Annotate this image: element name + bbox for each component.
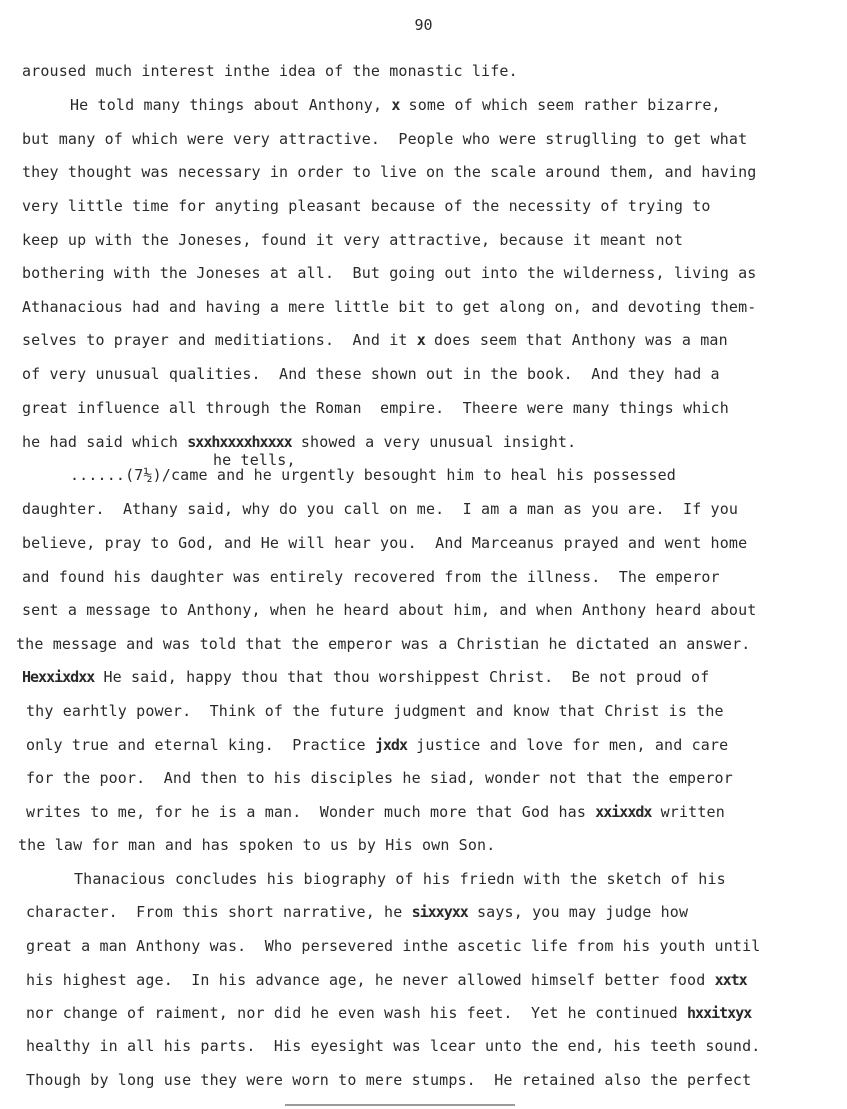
line-text: great influence all through the Roman empire. Theere were many things which [22, 399, 729, 417]
line-text: and found his daughter was entirely recovered from the illness. The emperor [22, 568, 720, 586]
line-text: aroused much interest inthe idea of the monastic life. [22, 62, 518, 80]
struck-out-text: xxtx [714, 971, 747, 989]
text-line [22, 601, 756, 619]
line-text: only true and eternal king. Practice [26, 736, 375, 754]
line-text-continued: justice and love for men, and care [407, 736, 729, 754]
text-line [22, 331, 728, 349]
text-line [70, 466, 676, 484]
text-line [22, 197, 711, 215]
struck-out-text: sixxyxx [411, 903, 468, 921]
text-line [22, 433, 576, 451]
text-line [26, 1071, 751, 1089]
text-line [22, 163, 756, 181]
text-line [26, 937, 760, 955]
line-text: healthy in all his parts. His eyesight was lcear unto the end, his teeth sound. [26, 1037, 761, 1055]
line-text-continued: written [651, 803, 725, 821]
line-text: writes to me, for he is a man. Wonder much more that God has [26, 803, 596, 821]
line-text: they thought was necessary in order to live on the scale around them, and having [22, 163, 757, 181]
text-line [22, 534, 747, 552]
text-line [26, 1004, 751, 1022]
text-line [18, 836, 495, 854]
line-text: thy earhtly power. Think of the future judgment and know that Christ is the [26, 702, 724, 720]
text-line [70, 96, 721, 114]
line-text: keep up with the Joneses, found it very attractive, because it meant not [22, 231, 684, 249]
line-text: nor change of raiment, nor did he even wash his feet. Yet he continued [26, 1004, 688, 1022]
text-line [22, 365, 720, 383]
struck-out-text: xxixxdx [595, 803, 652, 821]
line-text: but many of which were very attractive. People who were struglling to get what [22, 130, 748, 148]
line-text: bothering with the Joneses at all. But going out into the wilderness, living as [22, 264, 757, 282]
line-text-continued: says, you may judge how [467, 903, 689, 921]
page-number: 90 [414, 16, 433, 34]
text-line [22, 500, 738, 518]
text-line [26, 971, 747, 989]
line-text-continued: He said, happy thou that thou worshippest Christ. Be not proud of [94, 668, 710, 686]
text-line [22, 298, 756, 316]
line-text: of very unusual qualities. And these shown out in the book. And they had a [22, 365, 720, 383]
line-text-continued: showed a very unusual insight. [291, 433, 577, 451]
line-text: very little time for anyting pleasant because of the necessity of trying to [22, 197, 711, 215]
struck-out-text: sxxhxxxxhxxxx [187, 433, 292, 451]
bottom-divider [285, 1104, 515, 1106]
text-line [22, 62, 518, 80]
text-line [22, 399, 729, 417]
line-text: great a man Anthony was. Who persevered inthe ascetic life from his youth until [26, 937, 761, 955]
struck-out-text: Hexxixdxx [22, 668, 95, 686]
line-text: character. From this short narrative, he [26, 903, 412, 921]
text-line [26, 803, 725, 821]
struck-out-text: jxdx [374, 736, 407, 754]
line-text: Thanacious concludes his biography of his friedn with the sketch of his [74, 870, 726, 888]
line-text: daughter. Athany said, why do you call on me. I am a man as you are. If you [22, 500, 739, 518]
struck-out-text: x [391, 96, 400, 114]
line-text-continued: some of which seem rather bizarre, [399, 96, 721, 114]
text-line [74, 870, 726, 888]
struck-out-text: x [416, 331, 425, 349]
text-line [26, 1037, 760, 1055]
line-text: selves to prayer and meditiations. And it [22, 331, 417, 349]
text-line [26, 736, 728, 754]
line-text: Though by long use they were worn to mere stumps. He retained also the perfect [26, 1071, 752, 1089]
text-line [22, 668, 709, 686]
line-text: He told many things about Anthony, [70, 96, 392, 114]
text-line [22, 130, 747, 148]
text-line [22, 264, 756, 282]
text-line [22, 568, 720, 586]
line-text: believe, pray to God, and He will hear you. And Marceanus prayed and went home [22, 534, 748, 552]
line-text: the law for man and has spoken to us by His own Son. [18, 836, 496, 854]
line-text: Athanacious had and having a mere little bit to get along on, and devoting them- [22, 298, 757, 316]
line-text-continued: does seem that Anthony was a man [424, 331, 728, 349]
line-text: the message and was told that the emperor was a Christian he dictated an answer. [16, 635, 751, 653]
line-text: he tells, [213, 451, 296, 469]
text-line [26, 769, 733, 787]
text-line [16, 635, 750, 653]
line-text: sent a message to Anthony, when he heard about him, and when Anthony heard about [22, 601, 757, 619]
text-line [22, 231, 683, 249]
line-text: for the poor. And then to his disciples he siad, wonder not that the emperor [26, 769, 733, 787]
line-text: his highest age. In his advance age, he never allowed himself better food [26, 971, 715, 989]
line-text: he had said which [22, 433, 188, 451]
text-line [26, 903, 688, 921]
text-line [26, 702, 724, 720]
struck-out-text: hxxitxyx [687, 1004, 752, 1022]
line-text: ......(7½)/came and he urgently besought him to heal his possessed [70, 466, 676, 484]
